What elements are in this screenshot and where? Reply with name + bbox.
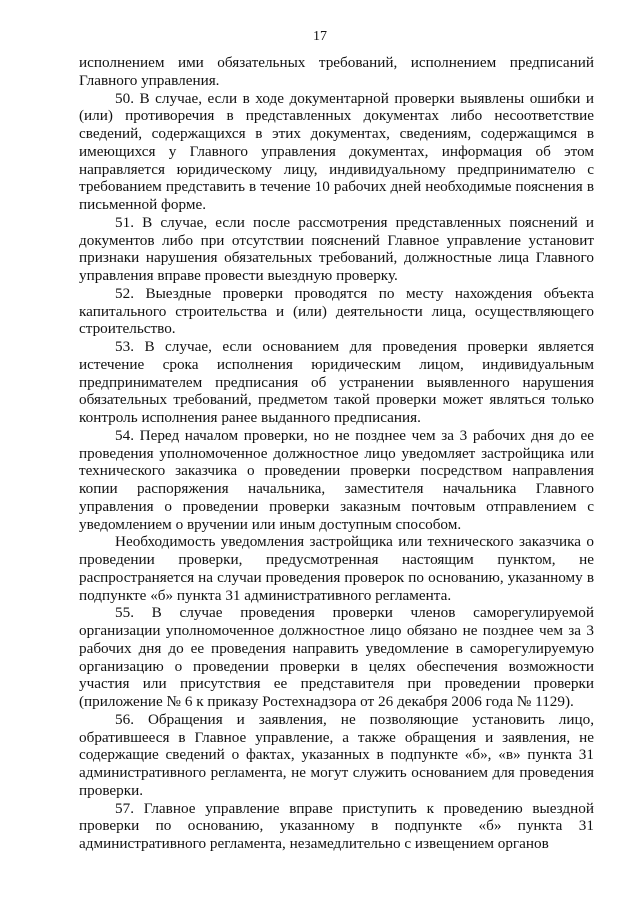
paragraph-50: 50. В случае, если в ходе документарной проверки выявлены ошибки и (или) противоречия в представленных документах либо несоответствие сведений, содержащихся в этих документах, сведениям, содержащимся в имеющихся у Главного управления документах, информация об этом направляется юридическому лицу, индивидуальному предпринимателю с требованием представить в течение 10 рабочих дней необходимые пояснения в письменной форме. xyxy=(79,89,594,213)
paragraph-54: 54. Перед началом проверки, но не позднее чем за 3 рабочих дня до ее проведения уполномоченное должностное лицо уведомляет застройщика или технического заказчика о проведении проверки посредством направления копии распоряжения начальника, заместителя начальника Главного управления о проведении проверки заказным почтовым отправлением с уведомлением о вручении или иным доступным способом. xyxy=(79,426,594,533)
paragraph-54-note: Необходимость уведомления застройщика или технического заказчика о проведении проверки, предусмотренная настоящим пунктом, не распространяется на случаи проведения проверок по основанию, указанному в подпункте «б» пункта 31 административного регламента. xyxy=(79,533,594,604)
paragraph-continuation: исполнением ими обязательных требований, исполнением предписаний Главного управления. xyxy=(79,54,594,89)
paragraph-52: 52. Выездные проверки проводятся по месту нахождения объекта капитального строительства и (или) деятельности лица, осуществляющего строительство. xyxy=(79,284,594,338)
document-body xyxy=(79,54,594,853)
page-number: 17 xyxy=(313,29,327,44)
paragraph-51: 51. В случае, если после рассмотрения представленных пояснений и документов либо при отсутствии пояснений Главное управление установит признаки нарушения обязательных требований, должностные лица Главного управления вправе провести выездную проверку. xyxy=(79,213,594,284)
paragraph-55: 55. В случае проведения проверки членов саморегулируемой организации уполномоченное должностное лицо обязано не позднее чем за 3 рабочих дня до ее проведения направить уведомление в саморегулируемую организацию о проведении проверки в целях обеспечения возможности участия или присутствия ее представителя при проведении проверки (приложение № 6 к приказу Ростехнадзора от 26 декабря 2006 года № 1129). xyxy=(79,604,594,710)
paragraph-56: 56. Обращения и заявления, не позволяющие установить лицо, обратившееся в Главное управление, а также обращения и заявления, не содержащие сведений о фактах, указанных в подпункте «б», «в» пункта 31 административного регламента, не могут служить основанием для проведения проверки. xyxy=(79,710,594,799)
paragraph-53: 53. В случае, если основанием для проведения проверки является истечение срока исполнения юридическим лицом, индивидуальным предпринимателем предписания об устранении выявленного нарушения обязательных требований, предметом такой проверки может являться только контроль исполнения ранее выданного предписания. xyxy=(79,338,594,426)
paragraph-57: 57. Главное управление вправе приступить к проведению выездной проверки по основанию, указанному в подпункте «б» пункта 31 административного регламента, незамедлительно с извещением органов xyxy=(79,799,594,852)
